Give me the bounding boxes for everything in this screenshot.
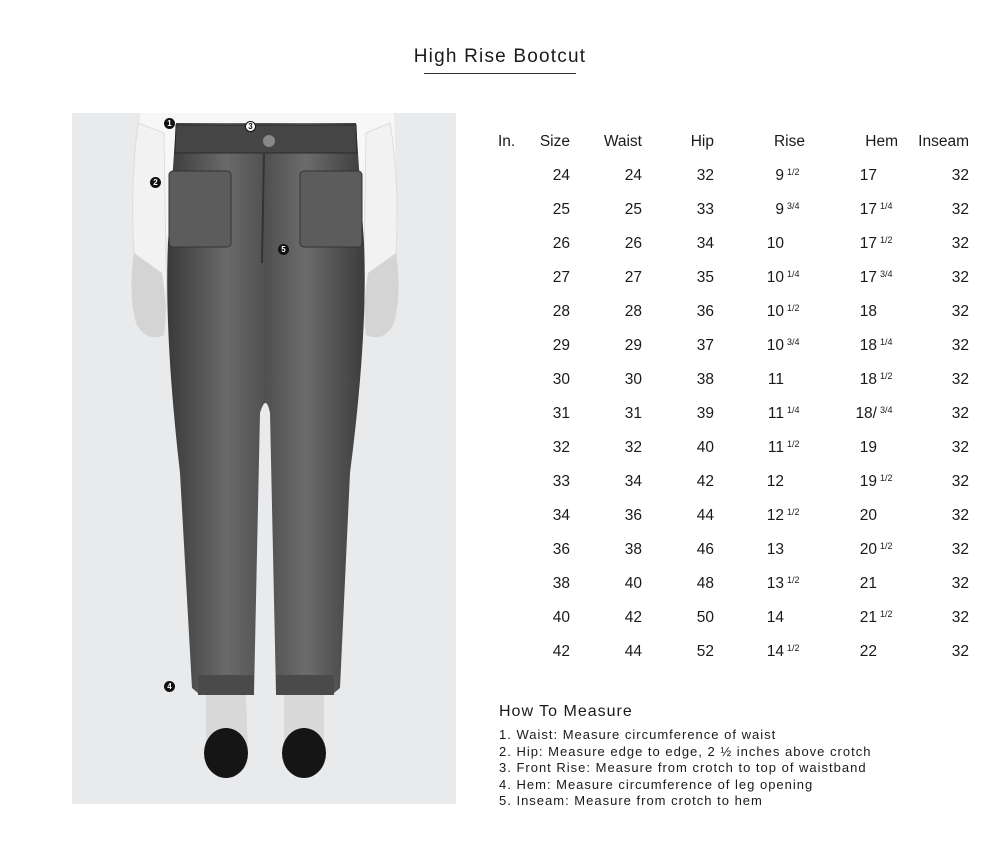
- cell-rise: [714, 533, 805, 567]
- cell-rise: [714, 431, 805, 465]
- measure-instruction: 3. Front Rise: Measure from crotch to top of waistband: [499, 760, 867, 776]
- cell-waist-value: 26: [624, 235, 642, 252]
- cell-rise-fraction: 3/4: [787, 201, 800, 211]
- table-row: [498, 635, 969, 669]
- cell-size-value: 28: [552, 303, 570, 320]
- cell-waist: [570, 431, 642, 465]
- cell-hem: [805, 431, 898, 465]
- jeans-illustration: [72, 113, 456, 804]
- cell-size-value: 31: [552, 405, 570, 422]
- cell-inseam: [898, 635, 969, 669]
- cell-unit: [498, 499, 524, 533]
- how-to-measure-list: [499, 727, 871, 810]
- table-row: [498, 261, 969, 295]
- cell-hem-fraction: 1/4: [880, 337, 893, 347]
- cell-size: [524, 261, 570, 295]
- cell-rise-fraction: 1/2: [787, 303, 800, 313]
- cell-waist-value: 32: [624, 439, 642, 456]
- cell-hip: [642, 329, 714, 363]
- table-header-row: [498, 125, 969, 159]
- header-waist: Waist: [603, 133, 642, 150]
- cell-size-value: 29: [552, 337, 570, 354]
- cell-hem-value: 22: [859, 643, 877, 660]
- cell-rise: [714, 635, 805, 669]
- cell-inseam-value: 32: [951, 269, 969, 286]
- cell-inseam-value: 32: [951, 167, 969, 184]
- cell-hip-value: 33: [696, 201, 714, 218]
- cell-rise-value: 13: [766, 575, 784, 592]
- cell-rise-value: 10: [766, 337, 784, 354]
- cell-waist: [570, 567, 642, 601]
- cell-hem-fraction: 3/4: [880, 269, 893, 279]
- measure-instruction: 4. Hem: Measure circumference of leg opening: [499, 776, 814, 792]
- cell-unit: [498, 159, 524, 193]
- measure-instruction: 1. Waist: Measure circumference of waist: [499, 727, 777, 742]
- cell-hip: [642, 601, 714, 635]
- cell-waist-value: 42: [624, 609, 642, 626]
- cell-rise-value: 11: [767, 371, 784, 388]
- cell-size: [524, 295, 570, 329]
- cell-inseam-value: 32: [951, 575, 969, 592]
- measure-instruction: 2. Hip: Measure edge to edge, 2 ½ inches above crotch: [499, 743, 872, 759]
- cell-unit: [498, 193, 524, 227]
- cell-rise-fraction: 1/2: [787, 439, 800, 449]
- cell-size: [524, 363, 570, 397]
- cell-size-value: 33: [552, 473, 570, 490]
- cell-size-value: 34: [552, 507, 570, 524]
- measure-marker-3: 3: [245, 121, 256, 132]
- cell-rise: [714, 363, 805, 397]
- cell-inseam: [898, 499, 969, 533]
- cell-hem-value: 20: [859, 507, 877, 524]
- table-row: [498, 601, 969, 635]
- cell-hip: [642, 295, 714, 329]
- header-size: Size: [539, 133, 570, 150]
- cell-hip: [642, 159, 714, 193]
- title-underline: [424, 73, 576, 74]
- cell-hem-fraction: 1/2: [880, 371, 893, 381]
- cell-hem: [805, 193, 898, 227]
- cell-rise-value: 12: [766, 473, 784, 490]
- cell-waist: [570, 193, 642, 227]
- table-row: [498, 193, 969, 227]
- cell-size-value: 36: [552, 541, 570, 558]
- cell-waist: [570, 261, 642, 295]
- cell-hip-value: 35: [696, 269, 714, 286]
- table-row: [498, 567, 969, 601]
- table-row: [498, 329, 969, 363]
- cell-size: [524, 635, 570, 669]
- cell-hem-value: 19: [859, 439, 877, 456]
- measure-marker-4: 4: [164, 681, 175, 692]
- cell-inseam-value: 32: [951, 541, 969, 558]
- cell-inseam: [898, 431, 969, 465]
- cell-hem-fraction: 1/2: [880, 609, 893, 619]
- cell-rise-value: 10: [766, 303, 784, 320]
- cell-waist-value: 40: [624, 575, 642, 592]
- cell-inseam-value: 32: [951, 439, 969, 456]
- cell-size: [524, 533, 570, 567]
- cell-inseam-value: 32: [951, 371, 969, 388]
- cell-hip-value: 46: [696, 541, 714, 558]
- cell-hem-value: 18/: [855, 405, 877, 422]
- cell-hem-value: 17: [859, 269, 877, 286]
- cell-unit: [498, 261, 524, 295]
- cell-size-value: 32: [552, 439, 570, 456]
- cell-waist-value: 31: [624, 405, 642, 422]
- cell-size-value: 40: [552, 609, 570, 626]
- cell-hip-value: 48: [696, 575, 714, 592]
- table-row: [498, 363, 969, 397]
- cell-size: [524, 431, 570, 465]
- cell-size: [524, 329, 570, 363]
- header-unit: In.: [498, 133, 516, 150]
- measure-instruction: 5. Inseam: Measure from crotch to hem: [499, 793, 763, 809]
- cell-hem: [805, 261, 898, 295]
- cell-rise-value: 9: [775, 201, 784, 218]
- measure-marker-1: 1: [164, 118, 175, 129]
- cell-rise: [714, 601, 805, 635]
- cell-inseam-value: 32: [951, 473, 969, 490]
- header-hip: Hip: [690, 133, 714, 150]
- page-title: High Rise Bootcut: [413, 46, 587, 67]
- cell-hem: [805, 635, 898, 669]
- cell-hip: [642, 363, 714, 397]
- cell-hip: [642, 499, 714, 533]
- cell-inseam: [898, 193, 969, 227]
- cell-rise-fraction: 1/4: [787, 405, 800, 415]
- cell-inseam-value: 32: [951, 643, 969, 660]
- cell-rise: [714, 193, 805, 227]
- table-row: [498, 499, 969, 533]
- cell-rise-value: 12: [766, 507, 784, 524]
- measure-marker-5: 5: [278, 244, 289, 255]
- cell-waist-value: 44: [624, 643, 642, 660]
- cell-waist: [570, 159, 642, 193]
- cell-size-value: 42: [552, 643, 570, 660]
- cell-hip: [642, 397, 714, 431]
- header-hem: Hem: [865, 133, 898, 150]
- cell-unit: [498, 431, 524, 465]
- cell-unit: [498, 329, 524, 363]
- cell-inseam: [898, 363, 969, 397]
- cell-hip-value: 44: [696, 507, 714, 524]
- cell-size: [524, 567, 570, 601]
- cell-inseam: [898, 533, 969, 567]
- cell-rise-fraction: 1/2: [787, 643, 800, 653]
- cell-inseam-value: 32: [951, 303, 969, 320]
- cell-hip-value: 34: [696, 235, 714, 252]
- cell-inseam: [898, 601, 969, 635]
- cell-size-value: 38: [552, 575, 570, 592]
- cell-inseam-value: 32: [951, 235, 969, 252]
- cell-size: [524, 397, 570, 431]
- cell-rise: [714, 465, 805, 499]
- cell-rise-fraction: 1/2: [787, 575, 800, 585]
- cell-size: [524, 465, 570, 499]
- cell-inseam: [898, 227, 969, 261]
- cell-waist: [570, 465, 642, 499]
- cell-hem: [805, 363, 898, 397]
- cell-waist-value: 29: [624, 337, 642, 354]
- measure-marker-2: 2: [150, 177, 161, 188]
- cell-size: [524, 227, 570, 261]
- cell-inseam: [898, 295, 969, 329]
- cell-unit: [498, 601, 524, 635]
- cell-hip-value: 39: [696, 405, 714, 422]
- cell-hem: [805, 227, 898, 261]
- cell-inseam: [898, 567, 969, 601]
- cell-hem-value: 18: [859, 337, 877, 354]
- cell-waist-value: 34: [624, 473, 642, 490]
- cell-rise-value: 9: [775, 167, 784, 184]
- cell-rise: [714, 261, 805, 295]
- cell-hem-fraction: 3/4: [880, 405, 893, 415]
- cell-unit: [498, 567, 524, 601]
- cell-waist: [570, 227, 642, 261]
- cell-hem-value: 17: [859, 201, 877, 218]
- cell-hem-value: 19: [859, 473, 877, 490]
- cell-hem-fraction: 1/2: [880, 235, 893, 245]
- cell-rise: [714, 499, 805, 533]
- cell-hip: [642, 635, 714, 669]
- cell-rise-fraction: 3/4: [787, 337, 800, 347]
- cell-rise: [714, 227, 805, 261]
- cell-hem-value: 17: [859, 235, 877, 252]
- cell-hip-value: 40: [696, 439, 714, 456]
- cell-hip: [642, 193, 714, 227]
- cell-rise-fraction: 1/2: [787, 167, 800, 177]
- cell-rise: [714, 159, 805, 193]
- cell-rise-value: 10: [766, 235, 784, 252]
- cell-hip-value: 42: [696, 473, 714, 490]
- cell-size-value: 24: [552, 167, 570, 184]
- cell-inseam: [898, 329, 969, 363]
- cell-hem-value: 18: [859, 371, 877, 388]
- cell-hem-value: 18: [859, 303, 877, 320]
- cell-hem-value: 17: [859, 167, 877, 184]
- cell-hip-value: 36: [696, 303, 714, 320]
- cell-waist: [570, 533, 642, 567]
- cell-hip-value: 37: [696, 337, 714, 354]
- cell-waist-value: 38: [624, 541, 642, 558]
- cell-rise-value: 13: [766, 541, 784, 558]
- cell-waist-value: 28: [624, 303, 642, 320]
- cell-hip: [642, 465, 714, 499]
- cell-unit: [498, 635, 524, 669]
- cell-unit: [498, 533, 524, 567]
- cell-hip-value: 50: [696, 609, 714, 626]
- cell-unit: [498, 295, 524, 329]
- cell-hem: [805, 533, 898, 567]
- cell-unit: [498, 397, 524, 431]
- cell-waist: [570, 635, 642, 669]
- table-row: [498, 465, 969, 499]
- cell-size-value: 25: [552, 201, 570, 218]
- how-to-measure-title: How To Measure: [499, 703, 633, 720]
- cell-waist: [570, 329, 642, 363]
- cell-hem-fraction: 1/2: [880, 541, 893, 551]
- cell-hem: [805, 295, 898, 329]
- cell-hip: [642, 431, 714, 465]
- cell-rise-value: 11: [767, 439, 784, 456]
- cell-hip: [642, 533, 714, 567]
- cell-hem: [805, 601, 898, 635]
- cell-size-value: 27: [552, 269, 570, 286]
- cell-inseam-value: 32: [951, 609, 969, 626]
- cell-rise: [714, 567, 805, 601]
- cell-hem-value: 21: [859, 609, 877, 626]
- cell-hip: [642, 567, 714, 601]
- cell-size: [524, 601, 570, 635]
- product-photo-jeans: [72, 113, 456, 804]
- cell-size: [524, 499, 570, 533]
- cell-hem: [805, 465, 898, 499]
- cell-hem: [805, 159, 898, 193]
- cell-size: [524, 193, 570, 227]
- cell-hem-fraction: 1/2: [880, 473, 893, 483]
- table-row: [498, 295, 969, 329]
- cell-waist-value: 36: [624, 507, 642, 524]
- cell-rise: [714, 295, 805, 329]
- cell-inseam-value: 32: [951, 405, 969, 422]
- cell-waist: [570, 295, 642, 329]
- table-row: [498, 227, 969, 261]
- cell-hem: [805, 397, 898, 431]
- cell-waist: [570, 499, 642, 533]
- cell-inseam-value: 32: [951, 337, 969, 354]
- table-row: [498, 397, 969, 431]
- cell-waist-value: 27: [624, 269, 642, 286]
- size-chart-table: [498, 125, 969, 669]
- cell-inseam: [898, 159, 969, 193]
- cell-size-value: 26: [552, 235, 570, 252]
- cell-unit: [498, 363, 524, 397]
- cell-hip-value: 52: [696, 643, 714, 660]
- cell-waist: [570, 363, 642, 397]
- cell-rise-fraction: 1/2: [787, 507, 800, 517]
- cell-waist-value: 30: [624, 371, 642, 388]
- cell-hip: [642, 227, 714, 261]
- cell-rise-value: 14: [766, 609, 784, 626]
- cell-waist-value: 25: [624, 201, 642, 218]
- cell-inseam: [898, 261, 969, 295]
- cell-waist: [570, 601, 642, 635]
- table-row: [498, 431, 969, 465]
- cell-size-value: 30: [552, 371, 570, 388]
- cell-waist-value: 24: [624, 167, 642, 184]
- cell-hem: [805, 567, 898, 601]
- cell-rise-value: 10: [766, 269, 784, 286]
- cell-inseam: [898, 397, 969, 431]
- cell-rise-value: 14: [766, 643, 784, 660]
- header-rise: Rise: [773, 133, 805, 150]
- cell-inseam: [898, 465, 969, 499]
- cell-hip: [642, 261, 714, 295]
- cell-rise-fraction: 1/4: [787, 269, 800, 279]
- cell-hem-fraction: 1/4: [880, 201, 893, 211]
- table-row: [498, 533, 969, 567]
- cell-hem: [805, 499, 898, 533]
- cell-inseam-value: 32: [951, 507, 969, 524]
- cell-hip-value: 38: [696, 371, 714, 388]
- cell-rise: [714, 329, 805, 363]
- cell-size: [524, 159, 570, 193]
- cell-hem-value: 21: [859, 575, 877, 592]
- cell-unit: [498, 227, 524, 261]
- cell-rise: [714, 397, 805, 431]
- cell-rise-value: 11: [767, 405, 784, 422]
- header-inseam: Inseam: [918, 133, 969, 150]
- cell-inseam-value: 32: [951, 201, 969, 218]
- cell-hem: [805, 329, 898, 363]
- table-body: [498, 159, 969, 669]
- cell-waist: [570, 397, 642, 431]
- table-row: [498, 159, 969, 193]
- cell-unit: [498, 465, 524, 499]
- cell-hip-value: 32: [696, 167, 714, 184]
- cell-hem-value: 20: [859, 541, 877, 558]
